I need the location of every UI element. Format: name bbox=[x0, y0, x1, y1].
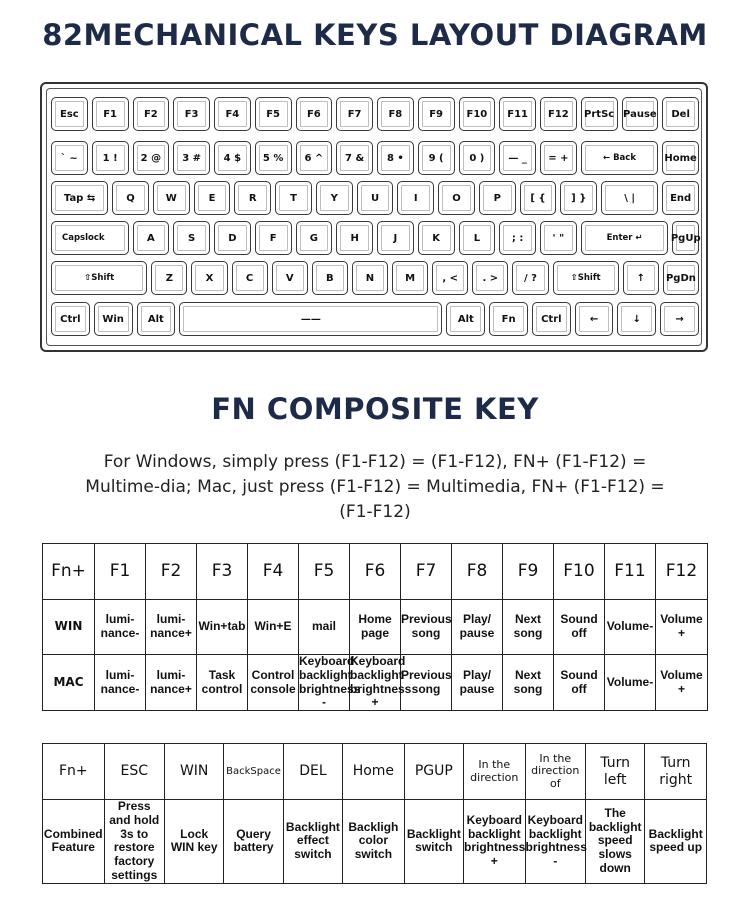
key-: \ | bbox=[601, 181, 658, 215]
key-v: V bbox=[272, 261, 308, 295]
table-cell: F10 bbox=[554, 544, 605, 600]
key-u: U bbox=[357, 181, 394, 215]
key-c: C bbox=[232, 261, 268, 295]
table-cell: F5 bbox=[299, 544, 350, 600]
key-2: 2 @ bbox=[133, 141, 170, 175]
key-del: Del bbox=[662, 97, 699, 131]
key-x: X bbox=[191, 261, 227, 295]
key-capslock: Capslock bbox=[51, 221, 129, 255]
key-4: 4 $ bbox=[214, 141, 251, 175]
table-row-combined bbox=[43, 800, 707, 884]
table-cell: BackSpace bbox=[224, 744, 283, 800]
table-cell: Lock WIN key bbox=[164, 800, 223, 884]
table-cell: F11 bbox=[605, 544, 656, 600]
table-cell: F2 bbox=[146, 544, 197, 600]
table-cell: Keyboard backlight brightness - bbox=[525, 800, 585, 884]
key-prtsc: PrtSc bbox=[581, 97, 618, 131]
key-f8: F8 bbox=[377, 97, 414, 131]
key-f1: F1 bbox=[92, 97, 129, 131]
table-cell: Home bbox=[343, 744, 405, 800]
key-tap: Tap ⇆ bbox=[51, 181, 108, 215]
key-z: Z bbox=[151, 261, 187, 295]
table-cell: Keyboard backlight brightness - bbox=[299, 654, 361, 710]
key-b: B bbox=[312, 261, 348, 295]
key-alt: Alt bbox=[446, 302, 485, 336]
table-cell: Backlight speed up bbox=[645, 800, 707, 884]
key-fn: Fn bbox=[489, 302, 528, 336]
table-cell: The backlight speed slows down bbox=[586, 800, 645, 884]
table-cell: Play/ pause bbox=[452, 655, 503, 711]
table-cell: Win+E bbox=[248, 600, 299, 655]
table-header-row bbox=[43, 744, 707, 800]
key-: . > bbox=[472, 261, 508, 295]
fn-combined-table bbox=[42, 743, 707, 884]
table-cell: F7 bbox=[401, 544, 452, 600]
key-back: ← Back bbox=[581, 141, 659, 175]
table-cell: Volume- bbox=[605, 600, 656, 655]
table-cell: Combined Feature bbox=[43, 800, 105, 884]
key-w: W bbox=[153, 181, 190, 215]
key-pause: Pause bbox=[622, 97, 659, 131]
key-f: F bbox=[255, 221, 292, 255]
key-m: M bbox=[392, 261, 428, 295]
table-cell: lumi- nance- bbox=[95, 600, 146, 655]
key-f10: F10 bbox=[459, 97, 496, 131]
key-pgup: PgUp bbox=[672, 221, 699, 255]
key-shift: ⇧Shift bbox=[553, 261, 619, 295]
key-f4: F4 bbox=[214, 97, 251, 131]
table-cell: Sound off bbox=[554, 600, 605, 655]
key-: ↓ bbox=[617, 302, 656, 336]
key-f11: F11 bbox=[499, 97, 536, 131]
key-: = + bbox=[540, 141, 577, 175]
key-a: A bbox=[133, 221, 170, 255]
key-: ; : bbox=[499, 221, 536, 255]
page-title: 82MECHANICAL KEYS LAYOUT DIAGRAM bbox=[42, 18, 708, 52]
fn-section-title: FN COMPOSITE KEY bbox=[211, 392, 539, 426]
table-cell: Turn left bbox=[586, 744, 645, 800]
key-f5: F5 bbox=[255, 97, 292, 131]
key-: ↑ bbox=[623, 261, 659, 295]
table-cell: F9 bbox=[503, 544, 554, 600]
table-cell: Fn+ bbox=[43, 544, 95, 600]
table-cell: Backligh color switch bbox=[343, 800, 405, 884]
table-cell: Backlight switch bbox=[404, 800, 463, 884]
key-j: J bbox=[377, 221, 414, 255]
key-s: S bbox=[173, 221, 210, 255]
key-p: P bbox=[479, 181, 516, 215]
table-cell: Keyboard backlight brightness + bbox=[464, 800, 526, 884]
table-cell: F1 bbox=[95, 544, 146, 600]
key-enter: Enter ↵ bbox=[581, 221, 669, 255]
key-t: T bbox=[275, 181, 312, 215]
table-cell: MAC bbox=[43, 655, 95, 711]
table-cell: Press and hold 3s to restore factory settings bbox=[104, 800, 164, 884]
key-home: Home bbox=[662, 141, 699, 175]
table-cell: Play/ pause bbox=[452, 600, 503, 655]
key-ctrl: Ctrl bbox=[51, 302, 90, 336]
key-: —— bbox=[179, 302, 442, 336]
table-cell: F4 bbox=[248, 544, 299, 600]
key-f7: F7 bbox=[336, 97, 373, 131]
key-win: Win bbox=[94, 302, 133, 336]
table-cell: Previous song bbox=[401, 655, 452, 711]
table-cell: Win+tab bbox=[197, 600, 248, 655]
table-cell: WIN bbox=[43, 600, 95, 655]
key-9: 9 ( bbox=[418, 141, 455, 175]
key-: ` ~ bbox=[51, 141, 88, 175]
key-end: End bbox=[662, 181, 699, 215]
table-row-win bbox=[43, 600, 708, 655]
table-cell: lumi- nance- bbox=[95, 655, 146, 711]
table-cell: DEL bbox=[283, 744, 342, 800]
key-d: D bbox=[214, 221, 251, 255]
key-5: 5 % bbox=[255, 141, 292, 175]
key-shift: ⇧Shift bbox=[51, 261, 147, 295]
key-7: 7 & bbox=[336, 141, 373, 175]
table-cell: Home page bbox=[350, 600, 401, 655]
table-cell: F8 bbox=[452, 544, 503, 600]
table-header-row bbox=[43, 544, 708, 600]
key-ctrl: Ctrl bbox=[532, 302, 571, 336]
table-cell: lumi- nance+ bbox=[146, 655, 197, 711]
table-cell: Previous song bbox=[401, 600, 452, 655]
key-o: O bbox=[438, 181, 475, 215]
table-cell: F3 bbox=[197, 544, 248, 600]
key-: → bbox=[660, 302, 699, 336]
table-row-mac bbox=[43, 655, 708, 711]
key-g: G bbox=[296, 221, 333, 255]
table-cell: Control console bbox=[248, 655, 299, 711]
table-cell: In the direction bbox=[464, 744, 526, 800]
key-: — _ bbox=[499, 141, 536, 175]
table-cell: Volume- bbox=[605, 655, 656, 711]
table-cell: WIN bbox=[164, 744, 223, 800]
fn-description: For Windows, simply press (F1-F12) = (F1-F12), FN+ (F1-F12) = Multime-dia; Mac, just press (F1-F12) = Multimedia, FN+ (F1-F12) = (F1-F12) bbox=[85, 452, 665, 522]
key-e: E bbox=[194, 181, 231, 215]
key-r: R bbox=[234, 181, 271, 215]
key-: ' " bbox=[540, 221, 577, 255]
table-cell: mail bbox=[299, 600, 350, 655]
key-f9: F9 bbox=[418, 97, 455, 131]
key-f6: F6 bbox=[296, 97, 333, 131]
key-pgdn: PgDn bbox=[663, 261, 699, 295]
table-cell: Sound off bbox=[554, 655, 605, 711]
key-f3: F3 bbox=[173, 97, 210, 131]
table-cell: Turn right bbox=[645, 744, 707, 800]
key-0: 0 ) bbox=[459, 141, 496, 175]
table-cell: Keyboard backlight brightness + bbox=[350, 654, 412, 710]
key-: ← bbox=[575, 302, 614, 336]
key-l: L bbox=[459, 221, 496, 255]
table-cell: Backlight effect switch bbox=[283, 800, 342, 884]
key-: ] } bbox=[560, 181, 597, 215]
table-cell: Task control bbox=[197, 655, 248, 711]
key-3: 3 # bbox=[173, 141, 210, 175]
key-alt: Alt bbox=[137, 302, 176, 336]
key-i: I bbox=[397, 181, 434, 215]
table-cell: Next song bbox=[503, 600, 554, 655]
key-8: 8 • bbox=[377, 141, 414, 175]
table-cell: F12 bbox=[656, 544, 708, 600]
key-1: 1 ! bbox=[92, 141, 129, 175]
key-: / ? bbox=[512, 261, 548, 295]
key-f2: F2 bbox=[133, 97, 170, 131]
table-cell: Query battery bbox=[224, 800, 283, 884]
table-cell: PGUP bbox=[404, 744, 463, 800]
table-cell: Volume + bbox=[656, 600, 708, 655]
key-h: H bbox=[336, 221, 373, 255]
key-n: N bbox=[352, 261, 388, 295]
table-cell: ESC bbox=[104, 744, 164, 800]
keyboard-diagram bbox=[40, 82, 708, 352]
key-esc: Esc bbox=[51, 97, 88, 131]
key-y: Y bbox=[316, 181, 353, 215]
key-k: K bbox=[418, 221, 455, 255]
key-: , < bbox=[432, 261, 468, 295]
table-cell: Fn+ bbox=[43, 744, 105, 800]
fn-function-table bbox=[42, 543, 708, 711]
table-cell: Volume + bbox=[656, 655, 708, 711]
key-6: 6 ^ bbox=[296, 141, 333, 175]
table-cell: F6 bbox=[350, 544, 401, 600]
table-cell: lumi- nance+ bbox=[146, 600, 197, 655]
key-f12: F12 bbox=[540, 97, 577, 131]
key-q: Q bbox=[112, 181, 149, 215]
table-cell: In the direction of bbox=[525, 744, 585, 800]
key-: [ { bbox=[520, 181, 557, 215]
table-cell: Next song bbox=[503, 655, 554, 711]
